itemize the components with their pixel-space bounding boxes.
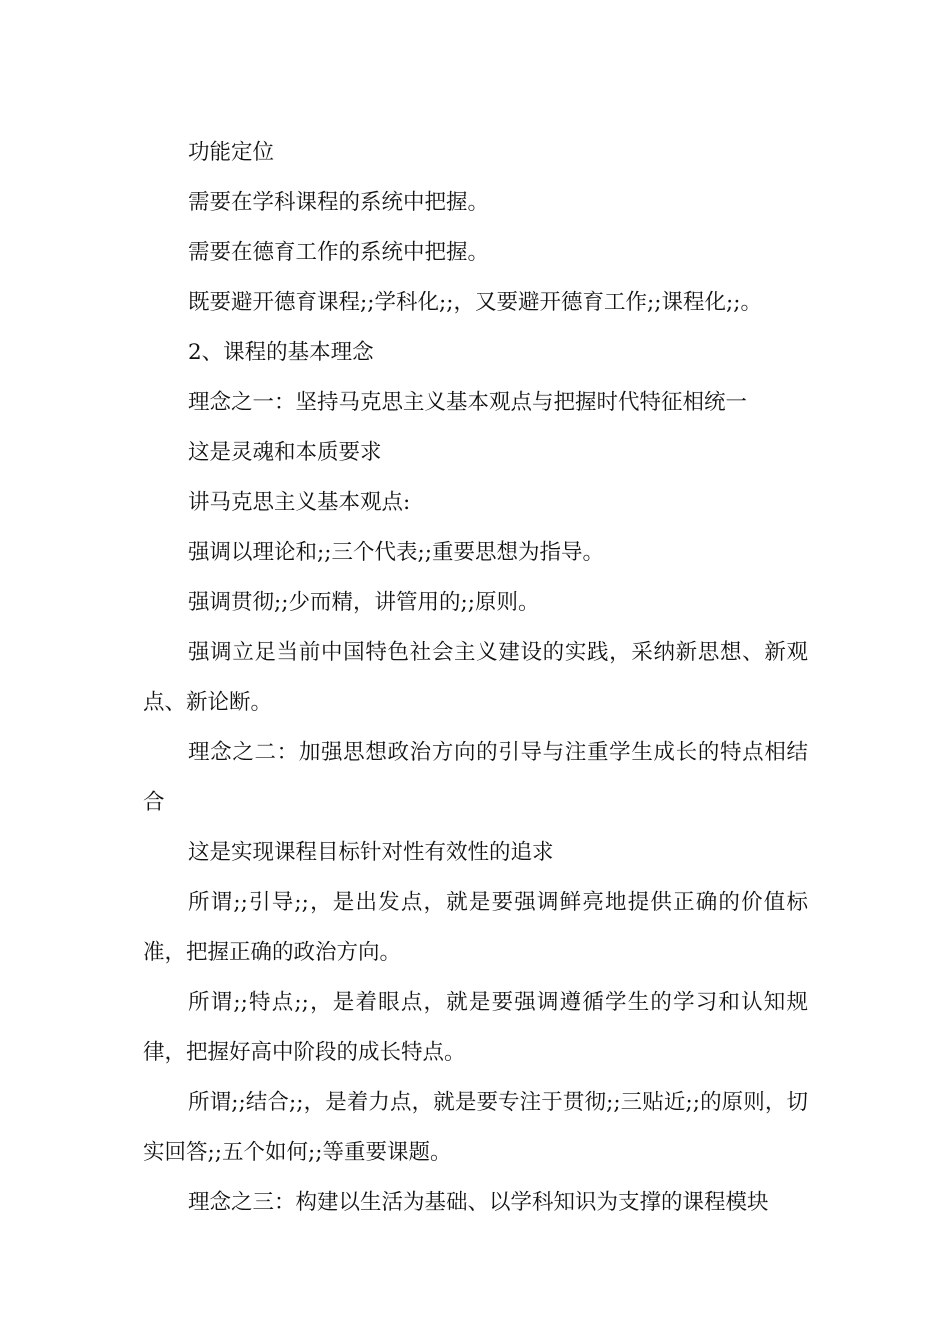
section-heading-basic-concepts: 2、课程的基本理念 (188, 340, 374, 365)
document-body (143, 128, 808, 1228)
paragraph: 这是实现课程目标针对性有效性的追求 (188, 840, 554, 865)
paragraph: 强调贯彻;;少而精，讲管用的;;原则。 (188, 590, 540, 615)
paragraph: 需要在学科课程的系统中把握。 (188, 190, 490, 215)
paragraph: 所谓;;特点;;，是着眼点，就是要强调遵循学生的学习和认知规律，把握好高中阶段的成长特点。 (143, 990, 808, 1065)
concept-two-heading: 理念之二：加强思想政治方向的引导与注重学生成长的特点相结合 (143, 740, 808, 815)
concept-one-heading: 理念之一：坚持马克思主义基本观点与把握时代特征相统一 (188, 390, 748, 415)
paragraph: 讲马克思主义基本观点: (188, 490, 411, 515)
paragraph: 需要在德育工作的系统中把握。 (188, 240, 490, 265)
paragraph: 所谓;;引导;;，是出发点，就是要强调鲜亮地提供正确的价值标准，把握正确的政治方向。 (143, 890, 808, 965)
paragraph: 强调立足当前中国特色社会主义建设的实践，采纳新思想、新观点、新论断。 (143, 640, 808, 715)
paragraph: 既要避开德育课程;;学科化;;，又要避开德育工作;;课程化;;。 (188, 290, 762, 315)
concept-three-heading: 理念之三：构建以生活为基础、以学科知识为支撑的课程模块 (188, 1190, 769, 1215)
paragraph: 强调以理论和;;三个代表;;重要思想为指导。 (188, 540, 604, 565)
paragraph: 这是灵魂和本质要求 (188, 440, 382, 465)
paragraph: 所谓;;结合;;，是着力点，就是要专注于贯彻;;三贴近;;的原则，切实回答;;五个如何;;等重要课题。 (143, 1090, 808, 1165)
paragraph-function-positioning: 功能定位 (188, 140, 275, 165)
